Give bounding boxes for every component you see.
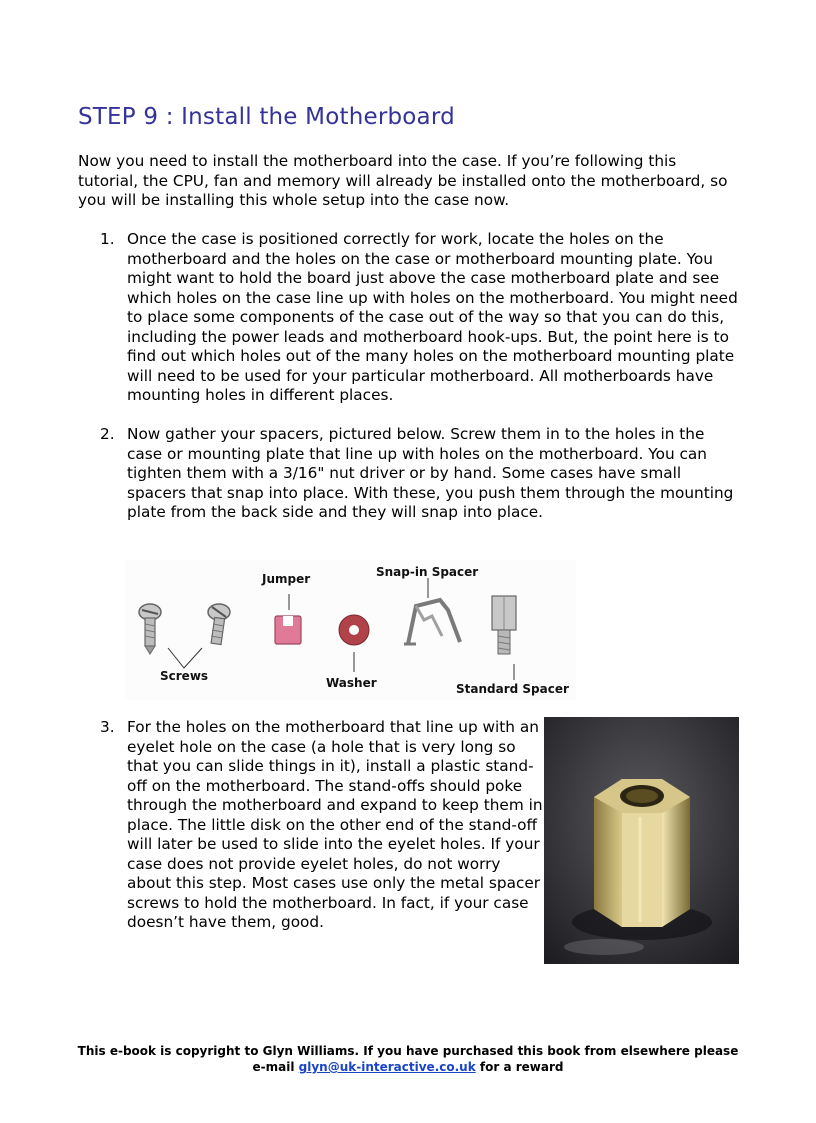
email-link[interactable]: glyn@uk-interactive.co.uk (298, 1060, 476, 1074)
footer-text-end: for a reward (479, 1060, 564, 1074)
snap-in-spacer-label: Snap-in Spacer (376, 565, 479, 579)
hex-standoff-photo (544, 717, 739, 964)
standard-spacer-icon (492, 596, 516, 654)
snap-in-spacer-icon (404, 600, 460, 644)
step-text: Once the case is positioned correctly for work, locate the holes on the motherboard and the holes on the case or motherboard mounting plate. You might want to hold the board just above the case motherboard plate and see which holes on the case line up with holes on the motherboard. You might need to place some components of the case out of the way so that you can do this, including the power leads and motherboard hook-ups. But, the point here is to find out which holes out of the many holes on the motherboard mounting plate will need to be used for your particular motherboard. All motherboards have mounting holes in different places. (127, 230, 738, 404)
step-number: 2. (100, 425, 115, 443)
copyright-footer (70, 1043, 746, 1075)
screw-icon (139, 604, 161, 654)
standard-spacer-label: Standard Spacer (456, 682, 569, 696)
screw-icon (208, 604, 230, 645)
page-title: STEP 9 : Install the Motherboard (78, 104, 455, 130)
step-number: 1. (100, 230, 115, 248)
spacers-figure (126, 560, 576, 700)
washer-label: Washer (326, 676, 377, 690)
jumper-label: Jumper (262, 572, 311, 586)
jumper-icon (275, 616, 301, 644)
washer-icon (339, 615, 369, 645)
step-text: Now gather your spacers, pictured below. Screw them in to the holes in the case or mounting plate that line up with holes on the motherboard. You can tighten them with a 3/16" nut driver or by hand. Some cases have small spacers that snap into place. With these, you push them through the mounting plate from the back side and they will snap into place. (127, 425, 734, 521)
intro-paragraph: Now you need to install the motherboard into the case. If you’re following this tutorial, the CPU, fan and memory will already be installed onto the motherboard, so you will be installing this whole setup into the case now. (78, 152, 728, 209)
footer-text: This e-book is copyright to Glyn Williams. If you have purchased this book from elsewhere please e-mail (77, 1044, 739, 1074)
screws-label: Screws (160, 669, 209, 683)
step-text: For the holes on the motherboard that line up with an eyelet hole on the case (a hole that is very long so that you can slide things in it), install a plastic stand-off on the motherboard. The stand-offs should poke through the motherboard and expand to keep them in place. The little disk on the other end of the stand-off will later be used to slide into the eyelet holes. If your case does not provide eyelet holes, do not worry about this step. Most cases use only the metal spacer screws to hold the motherboard. In fact, if your case doesn’t have them, good. (127, 718, 543, 931)
step-number: 3. (100, 718, 115, 736)
